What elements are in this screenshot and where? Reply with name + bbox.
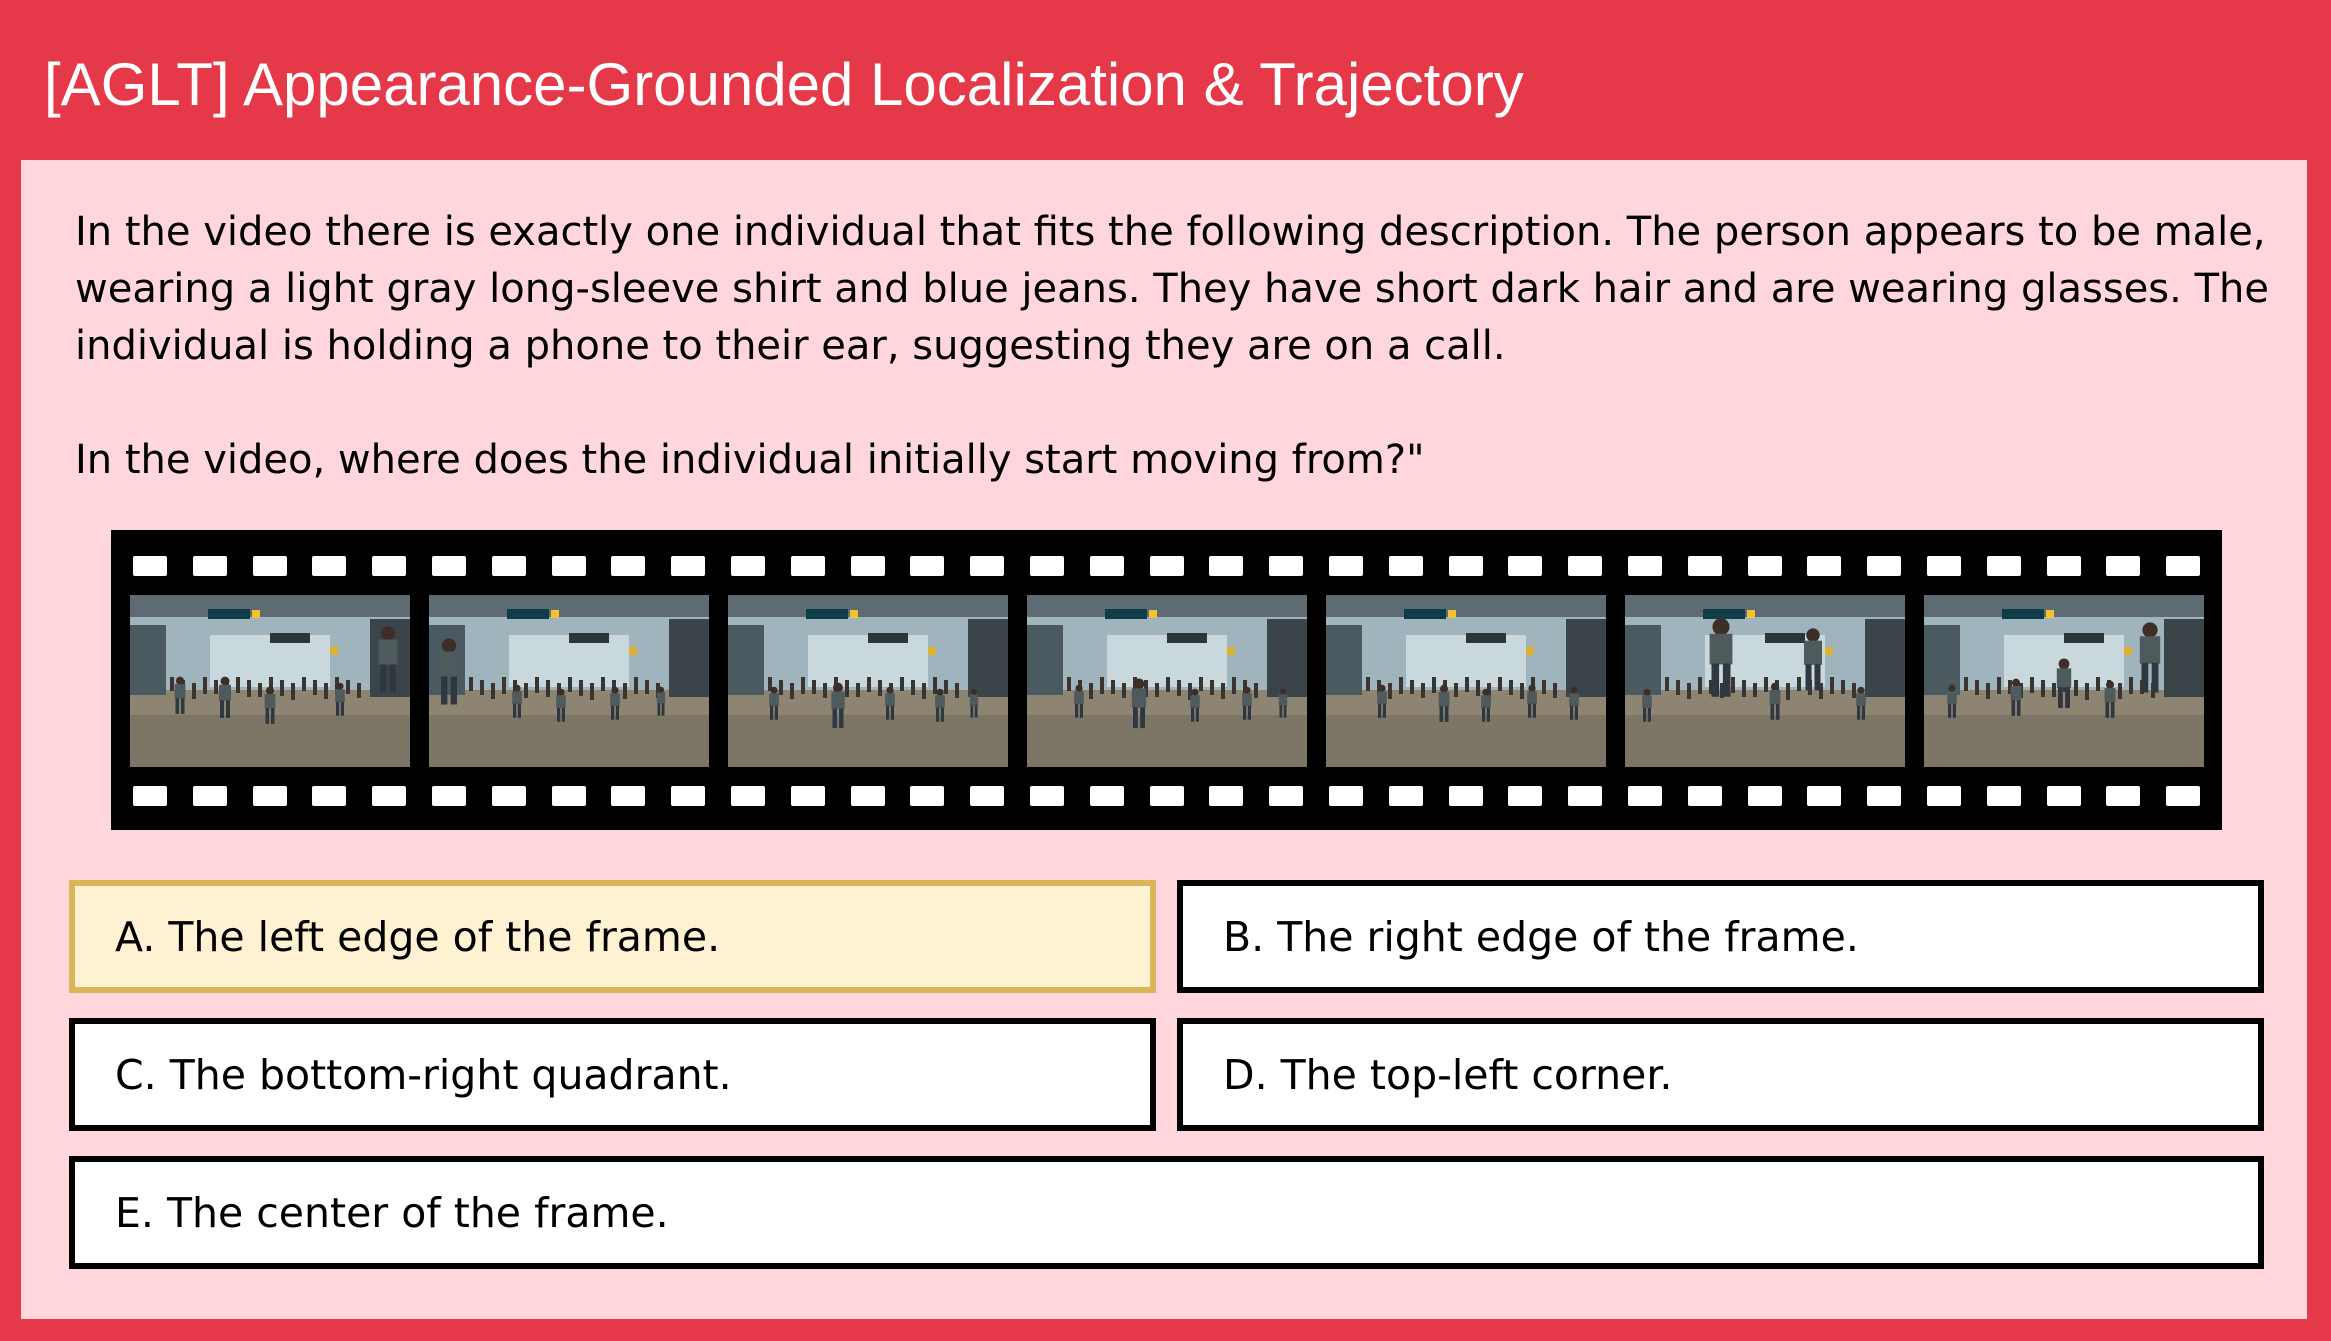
sprocket-hole	[851, 556, 885, 576]
sprocket-row-top	[133, 556, 2203, 576]
sprocket-hole	[1628, 786, 1662, 806]
sprocket-hole	[1927, 786, 1961, 806]
option-e[interactable]	[69, 1156, 2264, 1269]
question-prompt: In the video, where does the individual initially start moving from?"	[75, 437, 1425, 483]
sprocket-hole	[372, 786, 406, 806]
sprocket-hole	[133, 786, 167, 806]
sprocket-hole	[970, 556, 1004, 576]
sprocket-hole	[1748, 556, 1782, 576]
sprocket-hole	[851, 786, 885, 806]
sprocket-hole	[731, 786, 765, 806]
sprocket-hole	[2166, 556, 2200, 576]
sprocket-hole	[1508, 786, 1542, 806]
sprocket-hole	[1030, 556, 1064, 576]
video-frame	[1027, 595, 1307, 767]
sprocket-hole	[1987, 556, 2021, 576]
sprocket-hole	[312, 556, 346, 576]
question-panel	[21, 160, 2307, 1319]
sprocket-hole	[1209, 786, 1243, 806]
sprocket-hole	[253, 556, 287, 576]
sprocket-hole	[1628, 556, 1662, 576]
sprocket-hole	[970, 786, 1004, 806]
option-b-label: B. The right edge of the frame.	[1223, 912, 1859, 961]
sprocket-hole	[1449, 786, 1483, 806]
sprocket-hole	[731, 556, 765, 576]
video-frame	[728, 595, 1008, 767]
sprocket-hole	[2166, 786, 2200, 806]
video-frame	[130, 595, 410, 767]
page-title: [AGLT] Appearance-Grounded Localization & Trajectory	[44, 51, 1524, 118]
header-bar	[0, 0, 2331, 160]
option-d-label: D. The top-left corner.	[1223, 1050, 1673, 1099]
sprocket-hole	[492, 786, 526, 806]
sprocket-hole	[193, 786, 227, 806]
sprocket-hole	[671, 556, 705, 576]
question-text	[75, 204, 2275, 489]
sprocket-hole	[1150, 556, 1184, 576]
sprocket-hole	[2106, 786, 2140, 806]
sprocket-hole	[671, 786, 705, 806]
sprocket-hole	[1209, 556, 1243, 576]
sprocket-hole	[133, 556, 167, 576]
sprocket-hole	[611, 556, 645, 576]
video-frame	[1625, 595, 1905, 767]
option-b[interactable]	[1177, 880, 2264, 993]
sprocket-hole	[552, 786, 586, 806]
video-filmstrip	[111, 530, 2222, 830]
sprocket-hole	[1329, 556, 1363, 576]
option-d[interactable]	[1177, 1018, 2264, 1131]
sprocket-hole	[1927, 556, 1961, 576]
sprocket-hole	[910, 786, 944, 806]
sprocket-hole	[492, 556, 526, 576]
sprocket-hole	[1867, 556, 1901, 576]
sprocket-hole	[2047, 556, 2081, 576]
sprocket-hole	[1150, 786, 1184, 806]
sprocket-hole	[1269, 786, 1303, 806]
sprocket-hole	[1867, 786, 1901, 806]
sprocket-row-bottom	[133, 786, 2203, 806]
sprocket-hole	[1688, 786, 1722, 806]
sprocket-hole	[372, 556, 406, 576]
sprocket-hole	[910, 556, 944, 576]
sprocket-hole	[1807, 786, 1841, 806]
sprocket-hole	[1987, 786, 2021, 806]
sprocket-hole	[253, 786, 287, 806]
sprocket-hole	[1568, 556, 1602, 576]
option-a-label: A. The left edge of the frame.	[115, 912, 721, 961]
sprocket-hole	[312, 786, 346, 806]
sprocket-hole	[432, 786, 466, 806]
sprocket-hole	[2047, 786, 2081, 806]
sprocket-hole	[1748, 786, 1782, 806]
sprocket-hole	[193, 556, 227, 576]
sprocket-hole	[791, 786, 825, 806]
sprocket-hole	[791, 556, 825, 576]
sprocket-hole	[1090, 786, 1124, 806]
sprocket-hole	[1030, 786, 1064, 806]
sprocket-hole	[1090, 556, 1124, 576]
option-a[interactable]	[69, 880, 1156, 993]
option-c[interactable]	[69, 1018, 1156, 1131]
option-e-label: E. The center of the frame.	[115, 1188, 669, 1237]
description-text: In the video there is exactly one individual that fits the following description. The person appears to be male, wearing a light gray long-sleeve shirt and blue jeans. They have short dark hair and are wearing glasses. The individual is holding a phone to their ear, suggesting they are on a call.	[75, 209, 2269, 369]
sprocket-hole	[1389, 556, 1423, 576]
sprocket-hole	[1269, 556, 1303, 576]
sprocket-hole	[1568, 786, 1602, 806]
sprocket-hole	[611, 786, 645, 806]
video-frame	[1326, 595, 1606, 767]
sprocket-hole	[1329, 786, 1363, 806]
sprocket-hole	[552, 556, 586, 576]
sprocket-hole	[1807, 556, 1841, 576]
option-c-label: C. The bottom-right quadrant.	[115, 1050, 732, 1099]
sprocket-hole	[1449, 556, 1483, 576]
sprocket-hole	[1688, 556, 1722, 576]
video-frame	[429, 595, 709, 767]
sprocket-hole	[1389, 786, 1423, 806]
sprocket-hole	[1508, 556, 1542, 576]
video-frame	[1924, 595, 2204, 767]
sprocket-hole	[2106, 556, 2140, 576]
sprocket-hole	[432, 556, 466, 576]
